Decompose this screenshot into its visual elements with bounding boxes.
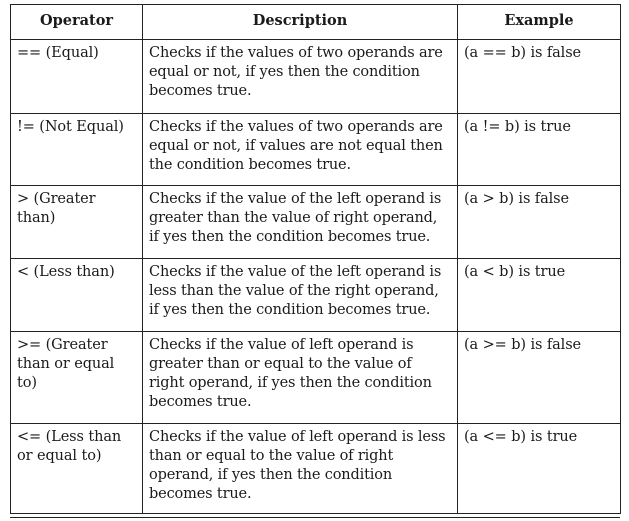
example-cell: (a >= b) is false (458, 332, 621, 424)
table-row (11, 40, 621, 114)
description-cell: Checks if the value of the left operand is less than the value of the right operand, if yes then the condition becomes true. (143, 259, 458, 332)
operator-cell: == (Equal) (11, 40, 143, 114)
description-cell: Checks if the value of left operand is less than or equal to the value of right operand, if yes then the condition becomes true. (143, 424, 458, 514)
table-row (11, 114, 621, 186)
description-cell: Checks if the values of two operands are equal or not, if yes then the condition becomes true. (143, 40, 458, 114)
table-body (11, 40, 621, 514)
operator-cell: < (Less than) (11, 259, 143, 332)
table-row (11, 259, 621, 332)
operators-table (10, 4, 621, 514)
header-example: Example (458, 5, 621, 40)
description-cell: Checks if the value of left operand is greater than or equal to the value of right operand, if yes then the condition becomes true. (143, 332, 458, 424)
table-row (11, 332, 621, 424)
bottom-rule (10, 517, 620, 518)
header-operator: Operator (11, 5, 143, 40)
header-description: Description (143, 5, 458, 40)
operator-cell: >= (Greater than or equal to) (11, 332, 143, 424)
example-cell: (a == b) is false (458, 40, 621, 114)
description-cell: Checks if the values of two operands are equal or not, if values are not equal then the condition becomes true. (143, 114, 458, 186)
description-cell: Checks if the value of the left operand is greater than the value of right operand, if yes then the condition becomes true. (143, 186, 458, 259)
operator-cell: > (Greater than) (11, 186, 143, 259)
example-cell: (a != b) is true (458, 114, 621, 186)
table-header (11, 5, 621, 40)
example-cell: (a <= b) is true (458, 424, 621, 514)
example-cell: (a < b) is true (458, 259, 621, 332)
operator-cell: != (Not Equal) (11, 114, 143, 186)
table-row (11, 424, 621, 514)
table-row (11, 186, 621, 259)
operator-cell: <= (Less than or equal to) (11, 424, 143, 514)
example-cell: (a > b) is false (458, 186, 621, 259)
header-row (11, 5, 621, 40)
